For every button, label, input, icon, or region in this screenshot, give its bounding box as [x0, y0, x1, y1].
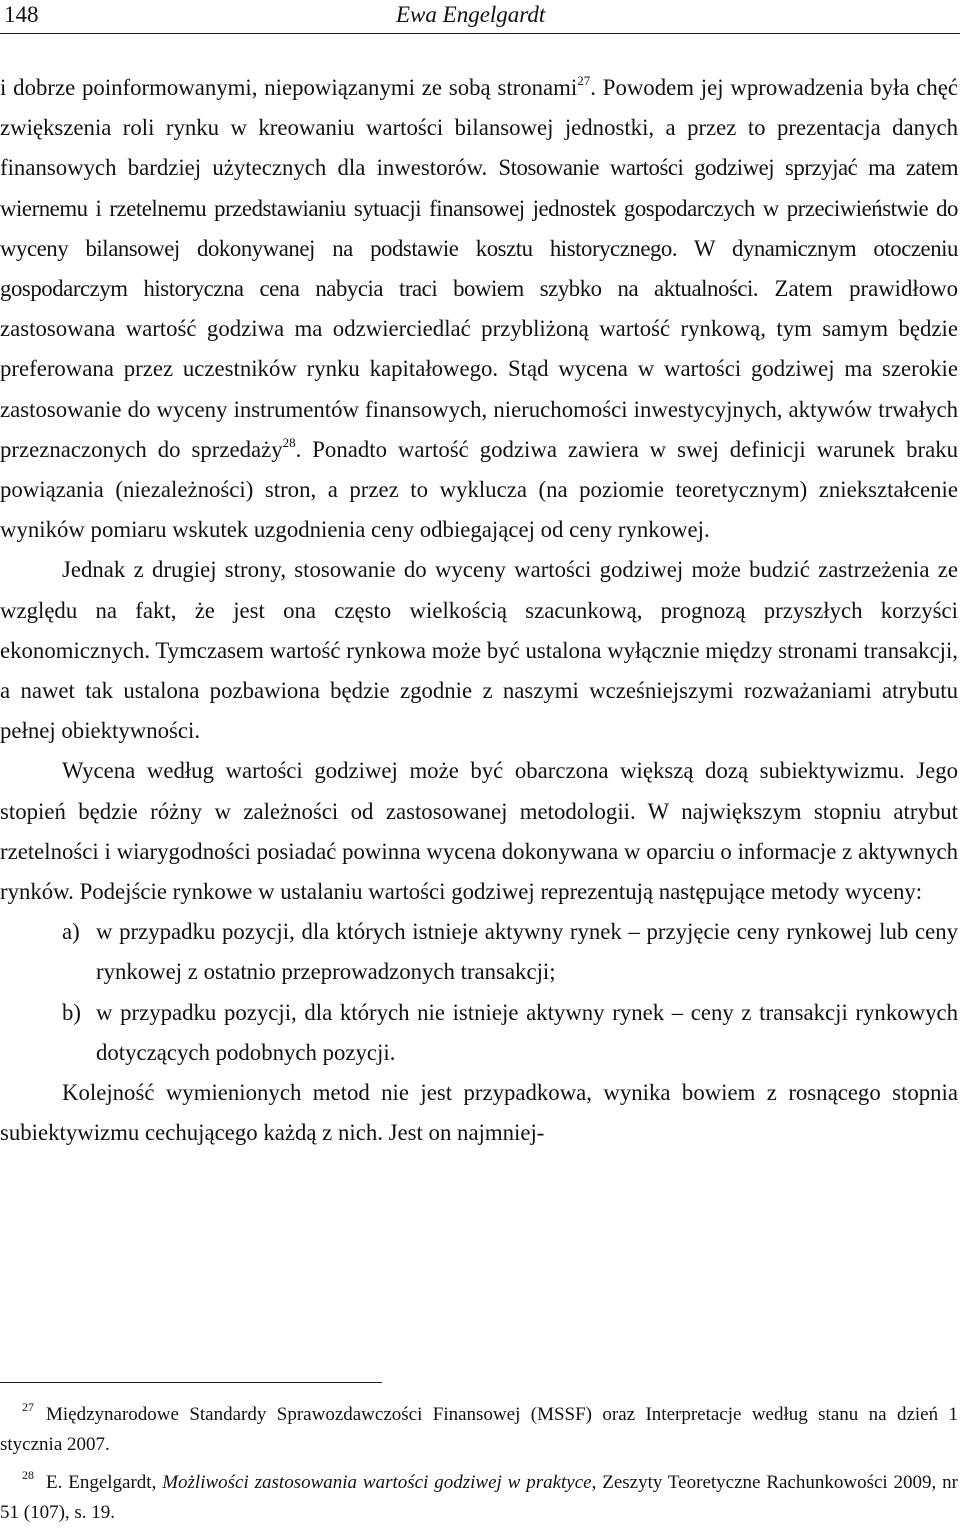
paragraph-1-text: i dobrze poinformowanymi, niepowiązanymi ze sobą stronami [0, 75, 578, 100]
list-item [0, 912, 958, 992]
running-head-author: Ewa Engelgardt [396, 2, 546, 27]
list-item-text: w przypadku pozycji, dla których istnieje aktywny rynek – przyjęcie ceny rynkowej lub ceny rynkowej z ostatnio przeprowadzonych transakcji; [96, 919, 958, 985]
footnote-text: , Zeszyty Teoretyczne Rachunkowości 2009, nr 51 (107), s. 19. [0, 1472, 958, 1523]
paragraph-2: Jednak z drugiej strony, stosowanie do wyceny wartości godziwej może budzić zastrzeżenia ze względu na fakt, że jest ona często wielkością szacunkową, prognozą przyszłych korzyści ekonomicznych. Tymczasem wartość rynkowa może być ustalona wyłącznie między stronami transakcji, a nawet tak ustalona pozbawiona będzie zgodnie z naszymi wcześniejszymi rozważaniami atrybutu pełnej obiektywności. [0, 557, 958, 744]
footnote-text: Międzynarodowe Standardy Sprawozdawczości Finansowej (MSSF) oraz Interpretacje według stanu na dzień 1 stycznia 2007. [0, 1404, 958, 1455]
paragraph-3: Wycena według wartości godziwej może być obarczona większą dozą subiektywizmu. Jego stopień będzie różny w zależności od zastosowanej metodologii. W największym stopniu atrybut rzetelności i wiarygodności posiadać powinna wycena dokonywana w oparciu o informacje z aktywnych rynków. Podejście rynkowe w ustalaniu wartości godziwej reprezentują następujące metody wyceny: [0, 758, 958, 905]
footnote-cited-title: Możliwości zastosowania wartości godziwej w praktyce [162, 1472, 592, 1493]
page-number: 148 [4, 2, 39, 27]
footnote-text: E. Engelgardt, [46, 1472, 163, 1493]
body-text [0, 68, 958, 1153]
paragraph-1-text: . Powodem jej wprowadzenia była chęć zwiększenia roli rynku w kreowaniu wartości bilansowej jednostki, a przez to prezentacja danych finansowych bardziej użytecznych dla inwestorów. [0, 75, 959, 181]
footnote-ref-27: 27 [577, 73, 591, 89]
footnote-separator [0, 1382, 382, 1383]
list-item-text: w przypadku pozycji, dla których nie istnieje aktywny rynek – ceny z transakcji rynkowych dotyczących podobnych pozycji. [96, 999, 958, 1065]
paragraph-1 [0, 68, 958, 550]
valuation-methods-list [0, 912, 958, 1073]
list-marker: a) [62, 919, 80, 945]
paragraph-4: Kolejność wymienionych metod nie jest przypadkowa, wynika bowiem z rosnącego stopnia subiektywizmu cechującego każdą z nich. Jest on najmniej- [0, 1080, 958, 1146]
list-marker: b) [62, 999, 81, 1025]
footnote-number: 28 [22, 1467, 34, 1482]
paragraph-1-text: Stosowanie wartości godziwej sprzyjać ma zatem wiernemu i rzetelnemu przedstawianiu sytuacji finansowej jednostek gospodarczych w przeciwieństwie do wyceny bilansowej dokonywanej na podstawie kosztu historycznego. W dynamicznym otoczeniu gospodarczym historyczna cena nabycia traci bowiem szybko na aktualności. [0, 155, 958, 302]
footnote-27 [0, 1400, 958, 1460]
footnote-ref-28: 28 [282, 435, 296, 451]
footnote-number: 27 [22, 1399, 34, 1414]
paragraph-1-text: Zatem prawidłowo zastosowana wartość godziwa ma odzwierciedlać przybliżoną wartość rynkową, tym samym będzie preferowana przez uczestników rynku kapitałowego. Stąd wycena w wartości godziwej ma szerokie zastosowanie do wyceny instrumentów finansowych, nieruchomości inwestycyjnych, aktywów trwałych przeznaczonych do sprzedaży [0, 276, 958, 462]
footnotes [0, 1400, 958, 1536]
header-rule [0, 33, 960, 34]
paragraph-1-text: . Ponadto wartość godziwa zawiera w swej definicji warunek braku powiązania (niezależności) stron, a przez to wyklucza (na poziomie teoretycznym) zniekształcenie wyników pomiaru wskutek uzgodnienia ceny odbiegającej od ceny rynkowej. [0, 436, 958, 543]
list-item [0, 993, 958, 1073]
running-header [0, 0, 960, 34]
footnote-28 [0, 1468, 958, 1528]
